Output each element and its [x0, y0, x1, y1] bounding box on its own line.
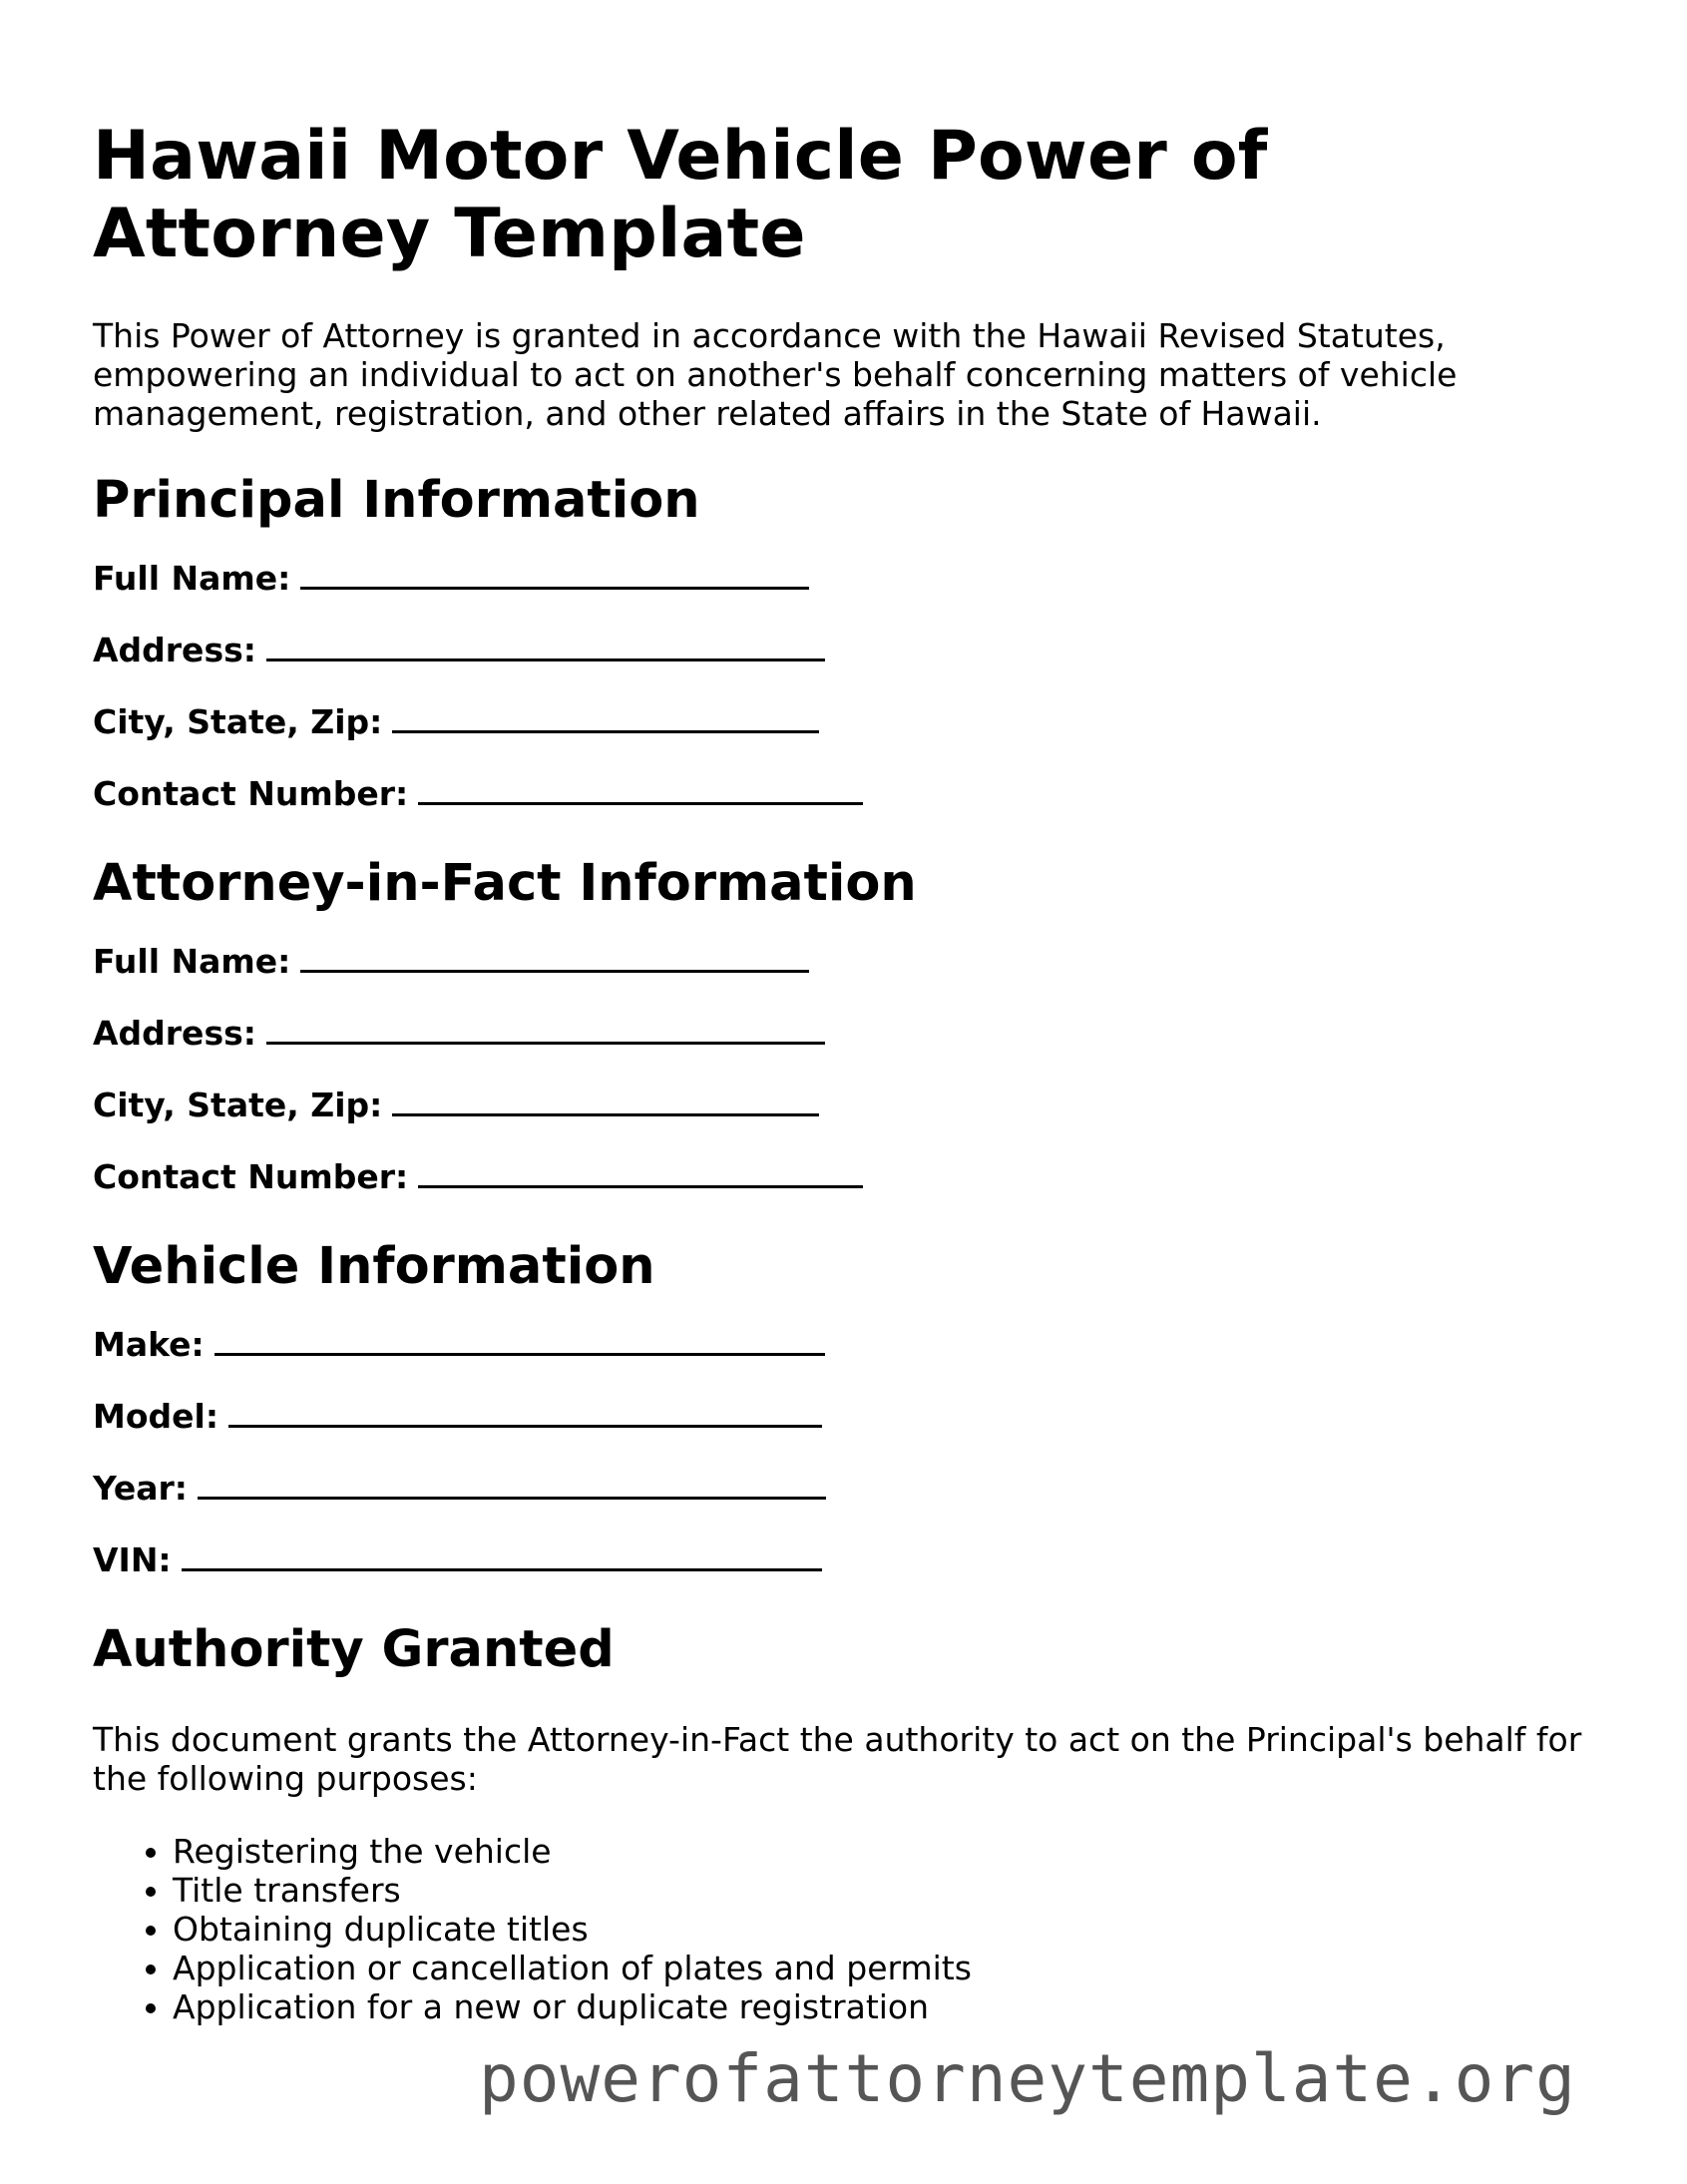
- attorney-full-name-blank[interactable]: [300, 942, 809, 973]
- principal-contact-label: Contact Number:: [93, 774, 409, 813]
- list-item: • Application for a new or duplicate registration: [173, 1987, 1609, 2026]
- list-item: • Registering the vehicle: [173, 1832, 1609, 1871]
- principal-address-label: Address:: [93, 631, 256, 669]
- vehicle-make-label: Make:: [93, 1325, 205, 1364]
- authority-text: This document grants the Attorney-in-Fact the authority to act on the Principal's behalf for the following purposes:: [93, 1720, 1582, 1798]
- attorney-city-blank[interactable]: [392, 1086, 819, 1116]
- principal-address-blank[interactable]: [266, 631, 825, 661]
- attorney-fields: [93, 942, 1609, 1197]
- principal-city-field: [93, 702, 1609, 742]
- vehicle-heading: Vehicle Information: [93, 1237, 655, 1296]
- principal-full-name-blank[interactable]: [300, 559, 809, 590]
- vehicle-vin-label: VIN:: [93, 1540, 172, 1579]
- authority-heading: Authority Granted: [93, 1620, 615, 1679]
- vehicle-fields: [93, 1325, 1609, 1580]
- vehicle-vin-blank[interactable]: [182, 1540, 822, 1571]
- attorney-full-name-field: [93, 942, 1609, 982]
- purposes-list: [93, 1832, 1609, 2026]
- attorney-heading: Attorney-in-Fact Information: [93, 854, 917, 913]
- attorney-address-blank[interactable]: [266, 1014, 825, 1045]
- document-title: Hawaii Motor Vehicle Power of Attorney Template: [93, 117, 1268, 273]
- principal-address-field: [93, 631, 1609, 670]
- attorney-full-name-label: Full Name:: [93, 942, 291, 981]
- list-item: • Application or cancellation of plates and permits: [173, 1949, 1609, 1987]
- principal-full-name-label: Full Name:: [93, 559, 291, 598]
- vehicle-make-field: [93, 1325, 1609, 1365]
- principal-full-name-field: [93, 559, 1609, 599]
- watermark: powerofattorneytemplate.org: [479, 2040, 1576, 2117]
- attorney-contact-field: [93, 1157, 1609, 1197]
- vehicle-vin-field: [93, 1540, 1609, 1580]
- attorney-address-label: Address:: [93, 1014, 256, 1053]
- vehicle-model-blank[interactable]: [228, 1397, 822, 1428]
- vehicle-year-field: [93, 1469, 1609, 1509]
- vehicle-model-field: [93, 1397, 1609, 1437]
- vehicle-year-blank[interactable]: [198, 1469, 826, 1500]
- vehicle-year-label: Year:: [93, 1469, 188, 1508]
- principal-contact-field: [93, 774, 1609, 814]
- list-item: • Obtaining duplicate titles: [173, 1910, 1609, 1949]
- vehicle-model-label: Model:: [93, 1397, 219, 1436]
- attorney-city-field: [93, 1086, 1609, 1125]
- attorney-address-field: [93, 1014, 1609, 1054]
- list-item: • Title transfers: [173, 1871, 1609, 1910]
- principal-contact-blank[interactable]: [418, 774, 863, 805]
- vehicle-make-blank[interactable]: [214, 1325, 825, 1356]
- principal-city-blank[interactable]: [392, 702, 819, 733]
- principal-city-label: City, State, Zip:: [93, 702, 383, 741]
- attorney-contact-label: Contact Number:: [93, 1157, 409, 1196]
- attorney-contact-blank[interactable]: [418, 1157, 863, 1188]
- document-page: [93, 118, 1609, 2026]
- attorney-city-label: City, State, Zip:: [93, 1086, 383, 1124]
- principal-heading: Principal Information: [93, 471, 700, 530]
- intro-paragraph: This Power of Attorney is granted in accordance with the Hawaii Revised Statutes, empowering an individual to act on another's behalf concerning matters of vehicle management, registration, and other related affairs in the State of Hawaii.: [93, 316, 1458, 433]
- principal-fields: [93, 559, 1609, 814]
